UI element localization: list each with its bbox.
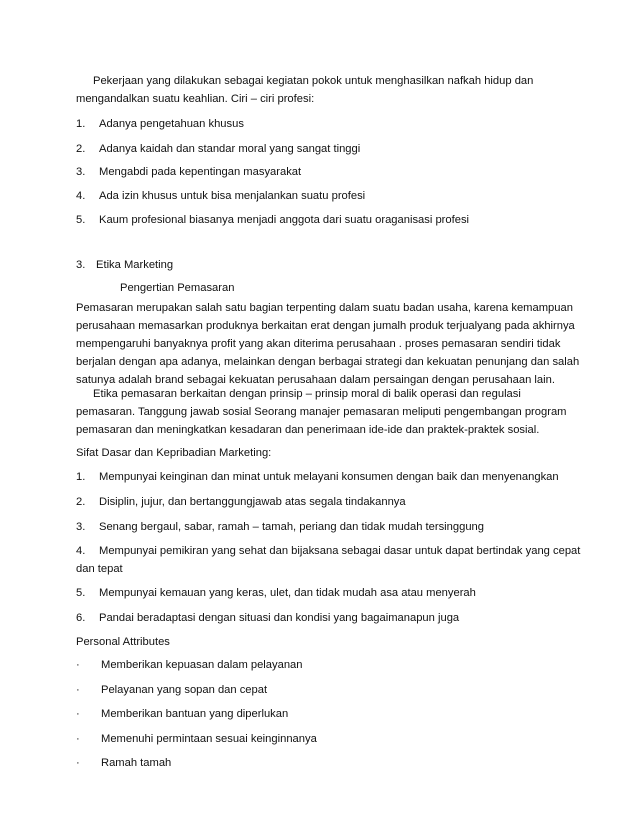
- paragraph-line: berjalan dengan apa adanya, melainkan dengan berbagai strategi dan kekuatan penunjang dan salah: [76, 356, 580, 368]
- list-item: Disiplin, jujur, dan bertanggungjawab atas segala tindakannya: [99, 496, 406, 508]
- sifat-heading: Sifat Dasar dan Kepribadian Marketing:: [76, 447, 272, 459]
- paragraph-line: pemasaran. Tanggung jawab sosial Seorang manajer pemasaran meliputi pengembangan program: [76, 406, 567, 418]
- bullet-icon: ·: [76, 659, 80, 671]
- personal-heading: Personal Attributes: [76, 636, 170, 648]
- list-item-continuation: dan tepat: [76, 563, 123, 575]
- list-item: Adanya pengetahuan khusus: [99, 118, 244, 130]
- paragraph-line: satunya adalah brand sebagai kekuatan perusahaan dalam persaingan dengan perusahaan lain.: [76, 374, 555, 386]
- bullet-icon: ·: [76, 733, 80, 745]
- list-item: Memberikan kepuasan dalam pelayanan: [101, 659, 303, 671]
- section-number: 3.: [76, 259, 86, 271]
- bullet-icon: ·: [76, 708, 80, 720]
- list-item: Senang bergaul, sabar, ramah – tamah, periang dan tidak mudah tersinggung: [99, 521, 484, 533]
- list-item: Pelayanan yang sopan dan cepat: [101, 684, 268, 696]
- list-number: 4.: [76, 190, 86, 202]
- paragraph-line: Pemasaran merupakan salah satu bagian terpenting dalam suatu badan usaha, karena kemampuan: [76, 302, 573, 314]
- intro-line-1: Pekerjaan yang dilakukan sebagai kegiatan pokok untuk menghasilkan nafkah hidup dan: [93, 75, 534, 87]
- intro-line-2: mengandalkan suatu keahlian. Ciri – ciri profesi:: [76, 93, 315, 105]
- paragraph-line: pemasaran dan meningkatkan kesadaran dan penerimaan ide-ide dan praktek-praktek sosial.: [76, 424, 540, 436]
- bullet-icon: ·: [76, 757, 80, 769]
- list-number: 2.: [76, 496, 86, 508]
- list-number: 1.: [76, 118, 86, 130]
- section-subtitle: Pengertian Pemasaran: [120, 282, 235, 294]
- list-number: 1.: [76, 471, 86, 483]
- list-number: 5.: [76, 587, 86, 599]
- list-item: Ramah tamah: [101, 757, 172, 769]
- list-item: Memberikan bantuan yang diperlukan: [101, 708, 289, 720]
- list-item: Kaum profesional biasanya menjadi anggota dari suatu oraganisasi profesi: [99, 214, 470, 226]
- list-item: Pandai beradaptasi dengan situasi dan kondisi yang bagaimanapun juga: [99, 612, 460, 624]
- list-item: Mempunyai keinginan dan minat untuk melayani konsumen dengan baik dan menyenangkan: [99, 471, 559, 483]
- list-number: 4.: [76, 545, 86, 557]
- section-title: Etika Marketing: [96, 259, 174, 271]
- list-number: 3.: [76, 521, 86, 533]
- paragraph-line: perusahaan memasarkan produknya berkaitan erat dengan jumalh produk terjualyang pada akhirnya: [76, 320, 575, 332]
- list-number: 5.: [76, 214, 86, 226]
- list-number: 2.: [76, 143, 86, 155]
- list-number: 3.: [76, 166, 86, 178]
- list-item: Mempunyai pemikiran yang sehat dan bijaksana sebagai dasar untuk dapat bertindak yang cepat: [99, 545, 581, 557]
- paragraph-line: mempengaruhi banyaknya profit yang akan diterima perusahaan . proses pemasaran sendiri tidak: [76, 338, 561, 350]
- paragraph-line: Etika pemasaran berkaitan dengan prinsip – prinsip moral di balik operasi dan regulasi: [93, 388, 521, 400]
- list-item: Ada izin khusus untuk bisa menjalankan suatu profesi: [99, 190, 366, 202]
- bullet-icon: ·: [76, 684, 80, 696]
- list-item: Mempunyai kemauan yang keras, ulet, dan tidak mudah asa atau menyerah: [99, 587, 476, 599]
- list-item: Adanya kaidah dan standar moral yang sangat tinggi: [99, 143, 361, 155]
- list-item: Memenuhi permintaan sesuai keinginnanya: [101, 733, 317, 745]
- list-item: Mengabdi pada kepentingan masyarakat: [99, 166, 302, 178]
- list-number: 6.: [76, 612, 86, 624]
